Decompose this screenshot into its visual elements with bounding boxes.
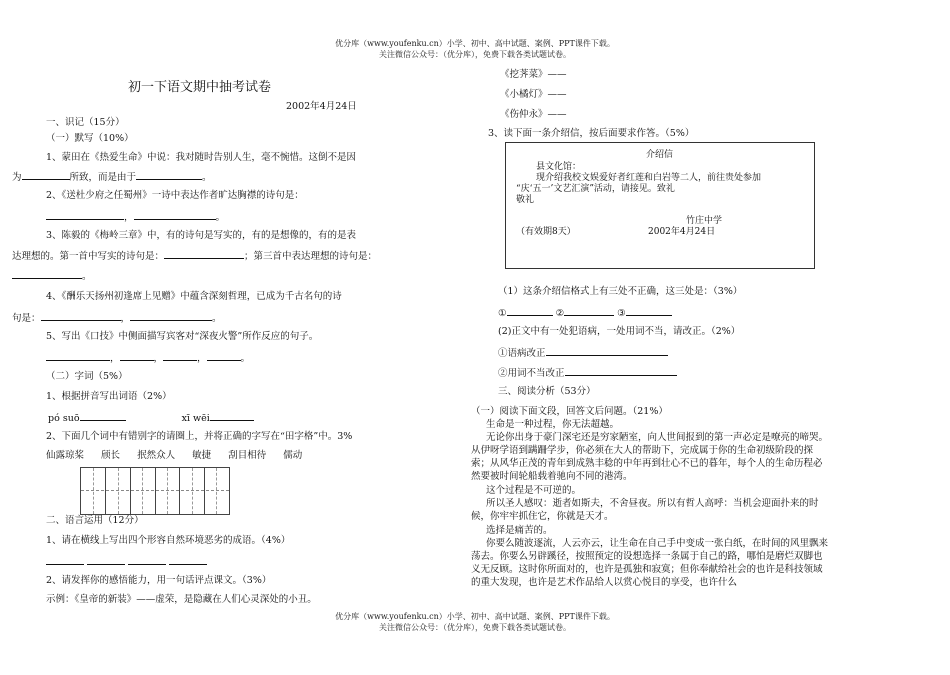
section-2-heading: 二、语言运用（12分） [46, 515, 144, 526]
page-header-line2: 关注微信公众号：（优分库），免费下载各类试题试卷。 [379, 50, 571, 59]
introduction-letter-box [505, 142, 815, 269]
answer-blank[interactable] [12, 268, 82, 279]
question-5-answers: ， ， ， 。 [46, 350, 250, 365]
question-4-line1: 4、《酬乐天扬州初逢席上见赠》中蕴含深刻哲理，已成为千古名句的诗 [46, 291, 342, 302]
answer-blank[interactable] [134, 209, 216, 220]
exam-date: 2002年4月24日 [286, 101, 357, 112]
word-3[interactable]: 抿然众人 [137, 450, 176, 461]
letter-question-2: (2)正文中有一处犯语病，一处用词不当，请改正。（2%） [498, 326, 741, 337]
subsection-reading: （一）阅读下面文段，回答文后问题。（21%） [471, 406, 668, 417]
question-2-answers: ， 。 [46, 209, 225, 224]
letter-question-1-answers: ① ② ③ [498, 305, 672, 320]
word-6[interactable]: 儒动 [283, 450, 303, 461]
word-4[interactable]: 敏捷 [192, 450, 212, 461]
book-2: 《小橘灯》—— [500, 89, 567, 100]
subsection-words: （二）字词（5%） [46, 371, 128, 382]
answer-blank[interactable] [169, 554, 207, 565]
letter-date: 2002年4月24日 [648, 227, 716, 237]
page-footer-line1: 优分库（www.youfenku.cn）小学、初中、高中试题、案例、PPT课件下载。 [335, 612, 615, 621]
answer-blank[interactable] [22, 169, 70, 180]
answer-blank[interactable] [41, 310, 121, 321]
answer-blank[interactable] [210, 410, 254, 421]
answer-blank[interactable] [87, 554, 125, 565]
question-2: 2、《送杜少府之任蜀州》一诗中表达作者旷达胸襟的诗句是： [46, 190, 304, 201]
answer-blank[interactable] [626, 305, 672, 316]
pinyin-row [48, 410, 254, 425]
answer-blank[interactable] [46, 350, 110, 361]
pinyin-2: xī wēi [181, 413, 210, 424]
idiom-answers [46, 554, 207, 569]
pinyin-1: pó suō [48, 413, 80, 424]
question-idioms: 1、请在横线上写出四个形容自然环境恶劣的成语。（4%） [46, 535, 291, 546]
question-1-line2: 为 所致，而是由于 。 [12, 169, 212, 184]
reading-p6: 你要么随波逐流，人云亦云，让生命在自己手中变成一张白纸，在时间的风里飘来荡去。你要么另辟蹊径，按照预定的设想选择一条属于自己的路，哪怕是磨烂双脚也义无反顾。这时你所面对的，也许是孤独和寂寞；但你奉献给社会的也许是科技领域的重大发现，也许是艺术作品给人以赏心悦目的享受，也许什么 [471, 538, 829, 588]
question-4-line2: 句是： ， 。 [12, 310, 222, 325]
question-1-line1: 1、蒙田在《热爱生命》中说：我对随时告别人生，毫不惋惜。这倒不是因 [46, 152, 357, 163]
letter-fix-2: ②用词不当改正 [498, 365, 677, 380]
letter-body-1: 现介绍我校文娱爱好者红莲和白岩等二人，前往贵处参加 [536, 173, 762, 183]
page-header-line1: 优分库（www.youfenku.cn）小学、初中、高中试题、案例、PPT课件下载。 [335, 39, 615, 48]
question-pinyin: 1、根据拼音写出词语（2%） [46, 391, 172, 402]
page-footer-line2: 关注微信公众号：（优分库），免费下载各类试题试卷。 [379, 623, 571, 632]
word-1[interactable]: 仙露琼桨 [46, 450, 85, 461]
answer-blank[interactable] [207, 350, 241, 361]
question-3-line2: 达理想的。第一首中写实的诗句是： ；第三首中表达理想的诗句是： [12, 248, 377, 263]
answer-blank[interactable] [46, 209, 124, 220]
tianzige-grid[interactable] [80, 467, 230, 515]
question-3-line3: 。 [12, 268, 92, 283]
answer-blank[interactable] [128, 554, 166, 565]
question-typo: 2、下面几个词中有错别字的请圈上，并将正确的字写在“田字格”中。3% [46, 431, 353, 442]
exam-title: 初一下语文期中抽考试卷 [128, 80, 272, 95]
question-comment: 2、请发挥你的感悟能力，用一句话评点课文。（3%） [46, 575, 272, 586]
question-3-line1: 3、陈毅的《梅岭三章》中，有的诗句是写实的，有的是想像的，有的是表 [46, 230, 357, 241]
subsection-dictation: （一）默写（10%） [46, 133, 134, 144]
reading-p3: 这个过程是不可逆的。 [486, 485, 582, 496]
answer-blank[interactable] [164, 248, 244, 259]
letter-body-2: “庆‘五一’文艺汇演”活动，请接见。致礼 [516, 184, 675, 194]
answer-blank[interactable] [546, 345, 668, 356]
question-5: 5、写出《口技》中侧面描写宾客对“深夜火警”所作反应的句子。 [46, 331, 319, 342]
answer-blank[interactable] [507, 305, 553, 316]
word-2[interactable]: 颀长 [101, 450, 121, 461]
book-1: 《挖荠菜》—— [500, 69, 567, 80]
answer-blank[interactable] [80, 410, 126, 421]
word-5[interactable]: 刮目相待 [228, 450, 267, 461]
section-3-heading: 三、阅读分析（53分） [498, 386, 596, 397]
letter-recipient: 县文化馆： [536, 162, 582, 172]
letter-signature: 竹庄中学 [686, 216, 723, 226]
answer-blank[interactable] [163, 350, 197, 361]
letter-validity: （有效期8天） [516, 227, 576, 237]
typo-word-list [46, 449, 302, 462]
answer-blank[interactable] [136, 169, 202, 180]
reading-p2: 无论你出身于豪门深宅还是穷家陋室，向人世间报到的第一声必定是嘹亮的啼哭。从伊呀学语到蹒跚学步，你必须在大人的帮助下，完成属于你的生命初级阶段的探索；从风华正茂的青年到成熟丰稔的中年再到壮心不已的暮年，每个人的生命历程必然要被时间轮船载着驰向不同的港湾。 [471, 432, 829, 482]
book-3: 《伤仲永》—— [500, 109, 567, 120]
section-1-heading: 一、识记（15分） [46, 117, 125, 128]
reading-p5: 选择是痛苦的。 [486, 525, 553, 536]
answer-blank[interactable] [46, 554, 84, 565]
comment-example: 示例：《皇帝的新装》——虚荣，是隐藏在人们心灵深处的小丑。 [46, 594, 317, 605]
answer-blank[interactable] [120, 350, 154, 361]
letter-fix-1: ①语病改正 [498, 345, 668, 360]
letter-title: 介绍信 [646, 150, 674, 160]
question-letter: 3、读下面一条介绍信，按后面要求作答。（5%） [488, 128, 695, 139]
letter-body-3: 敬礼 [516, 195, 535, 205]
answer-blank[interactable] [564, 305, 614, 316]
letter-question-1: （1）这条介绍信格式上有三处不正确，这三处是：（3%） [498, 286, 743, 297]
answer-blank[interactable] [130, 310, 212, 321]
reading-p1: 生命是一种过程，你无法超越。 [486, 419, 620, 430]
answer-blank[interactable] [565, 365, 677, 376]
reading-p4: 所以圣人感叹：逝者如斯夫，不舍昼夜。所以有哲人高呼：当机会迎面扑来的时候，你牢牢抓住它，你就是天才。 [471, 498, 819, 522]
